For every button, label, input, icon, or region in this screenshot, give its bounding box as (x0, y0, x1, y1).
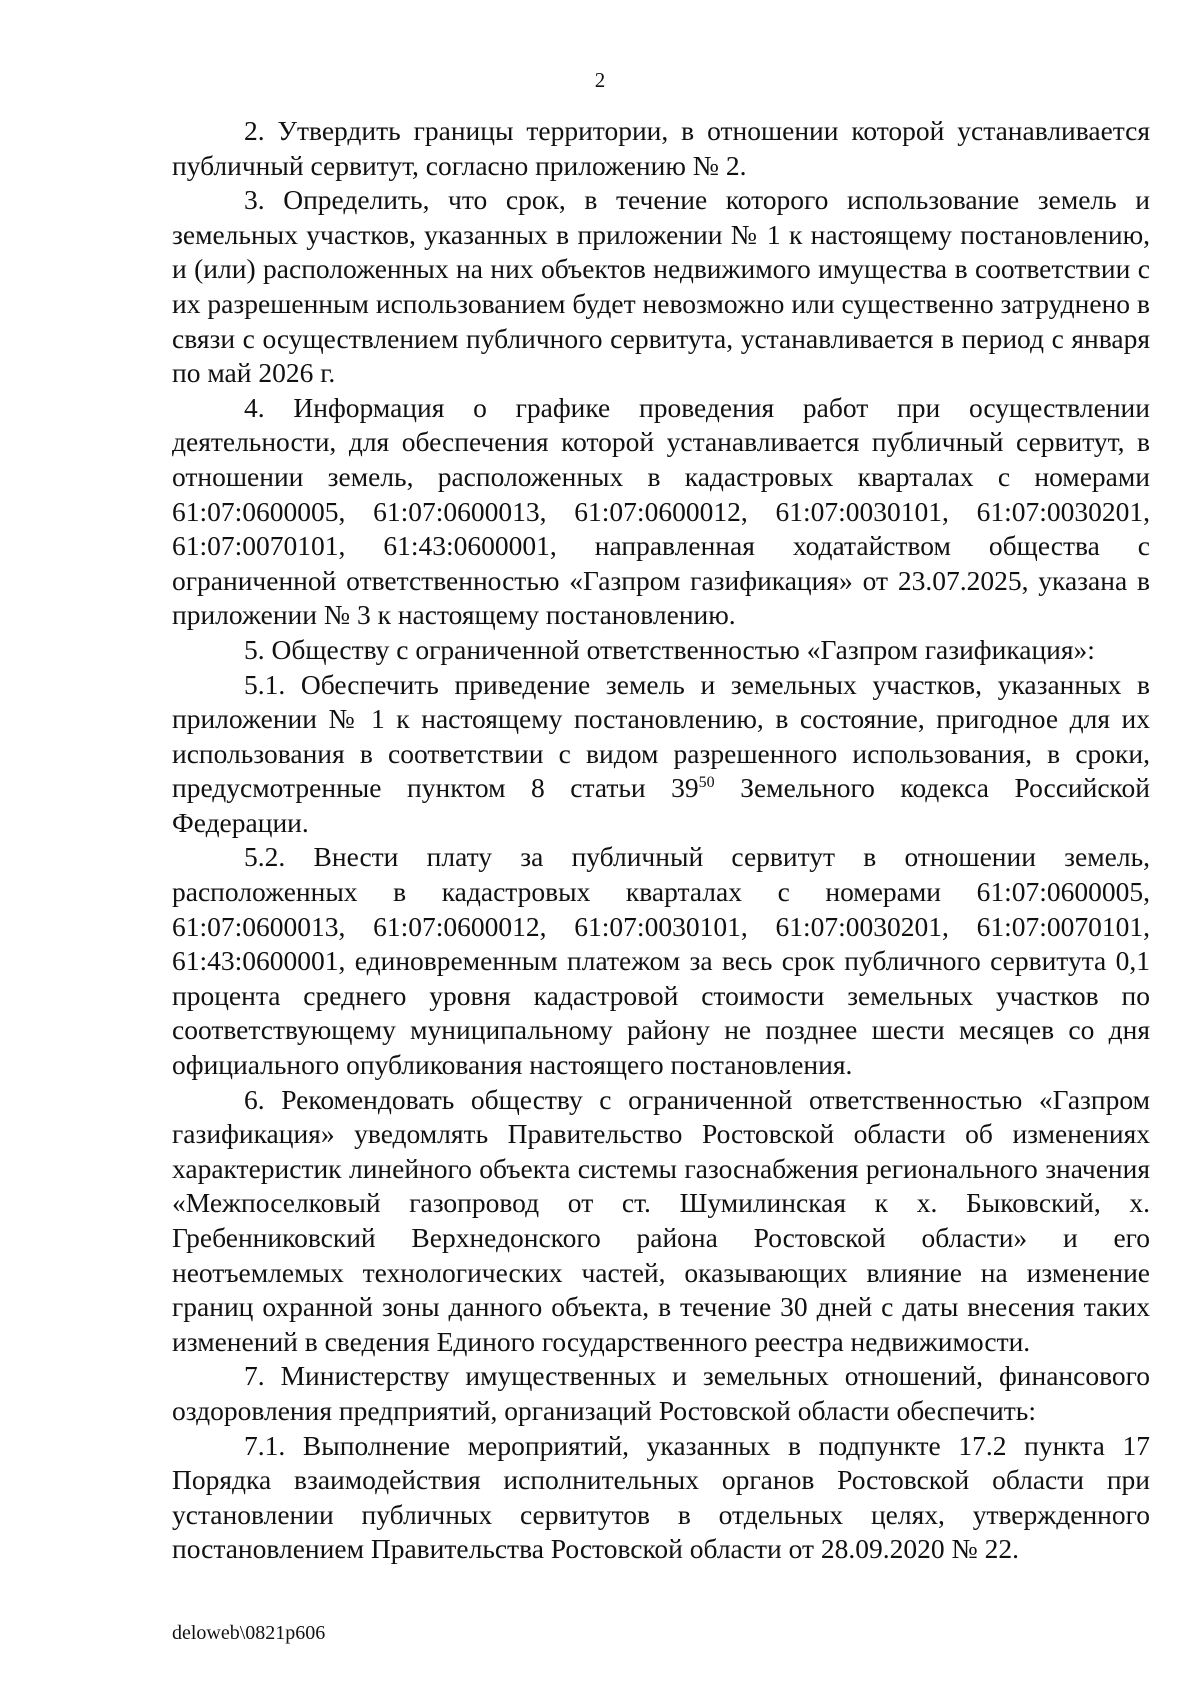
paragraph-5-1-text: 5.1. Обеспечить приведение земель и земельных участков, указанных в приложении № 1 к настоящему постановлению, в состояние, пригодное для их использования в соответствии с видом разрешенного использования, в сроки, предусмотренные пунктом 8 статьи 39 (172, 668, 1150, 804)
paragraph-3: 3. Определить, что срок, в течение которого использование земель и земельных участков, указанных в приложении № 1 к настоящему постановлению, и (или) расположенных на них объектов недвижимого имущества в соответствии с их разрешенным использованием будет невозможно или существенно затруднено в связи с осуществлением публичного сервитута, устанавливается в период с января по май 2026 г. (172, 184, 1150, 389)
paragraph-5-1 (172, 668, 1150, 841)
paragraph-5-2: 5.2. Внести плату за публичный сервитут в отношении земель, расположенных в кадастровых кварталах с номерами 61:07:0600005, 61:07:0600013, 61:07:0600012, 61:07:0030101, 61:07:0030201, 61:07:0070101, 61:43:0600001, единовременным платежом за весь срок публичного сервитута 0,1 процента среднего уровня кадастровой стоимости земельных участков по соответствующему муниципальному району не позднее шести месяцев со дня официального опубликования настоящего постановления. (172, 841, 1150, 1081)
paragraph-4: 4. Информация о графике проведения работ при осуществлении деятельности, для обеспечения которой устанавливается публичный сервитут, в отношении земель, расположенных в кадастровых кварталах с номерами 61:07:0600005, 61:07:0600013, 61:07:0600012, 61:07:0030101, 61:07:0030201, 61:07:0070101, 61:43:0600001, направленная ходатайством общества с ограниченной ответственностью «Газпром газификация» от 23.07.2025, указана в приложении № 3 к настоящему постановлению. (172, 391, 1150, 631)
document-code: deloweb\0821p606 (172, 1622, 326, 1644)
article-superscript: 50 (698, 774, 715, 792)
paragraph-2: 2. Утвердить границы территории, в отношении которой устанавливается публичный сервитут, согласно приложению № 2. (172, 115, 1150, 181)
paragraph-7-1: 7.1. Выполнение мероприятий, указанных в подпункте 17.2 пункта 17 Порядка взаимодействия исполнительных органов Ростовской области при установлении публичных сервитутов в отдельных целях, утвержденного постановлением Правительства Ростовской области от 28.09.2020 № 22. (172, 1429, 1150, 1565)
document-body (172, 114, 1150, 1567)
paragraph-5-1-text-end: Земельного кодекса Российской Федерации. (172, 772, 1150, 838)
paragraph-5: 5. Обществу с ограниченной ответственностью «Газпром газификация»: (244, 633, 1095, 665)
paragraph-7: 7. Министерству имущественных и земельных отношений, финансового оздоровления предприятий, организаций Ростовской области обеспечить: (172, 1360, 1150, 1426)
paragraph-6: 6. Рекомендовать обществу с ограниченной ответственностью «Газпром газификация» уведомлять Правительство Ростовской области об изменениях характеристик линейного объекта системы газоснабжения регионального значения «Межпоселковый газопровод от ст. Шумилинская к х. Быковский, х. Гребенниковский Верхнедонского района Ростовской области» и его неотъемлемых технологических частей, оказывающих влияние на изменение границ охранной зоны данного объекта, в течение 30 дней с даты внесения таких изменений в сведения Единого государственного реестра недвижимости. (172, 1083, 1150, 1357)
page-number: 2 (594, 68, 606, 92)
